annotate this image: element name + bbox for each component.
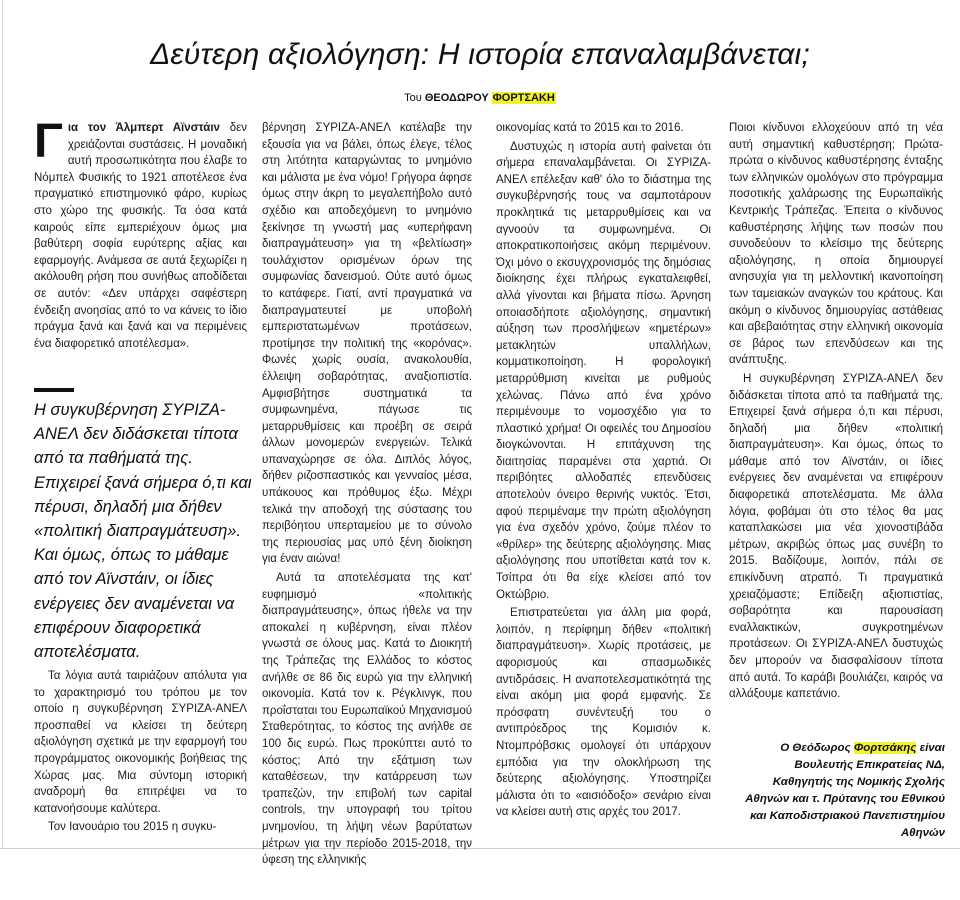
- paragraph: Τον Ιανουάριο του 2015 η συγκυ-: [48, 821, 217, 834]
- paragraph: Η συγκυβέρνηση ΣΥΡΙΖΑ-ΑΝΕΛ δεν διδάσκεται τίποτα από τα παθήματά της. Επιχειρεί ξανά σήμερα ό,τι και πέρυσι, δηλαδή μια δήθεν «πολιτική διαπραγμάτευση». Και όμως, όπως το μάθαμε από τον Αϊνστάιν, οι ίδιες ενέργειες δεν αναμένεται να επιφέρουν διαφορετικά αποτελέσματα. Με άλλα λόγια, φοβάμαι ότι στο τέλος θα μας καταπλακώσει μια νέα χιονοστιβάδα μέτρων, ακριβώς όπως μας συνέβη το 2015. Βαδίζουμε, λοιπόν, πάλι σε επικίνδυνη ατραπό. Τι πραγματικά χρειαζόμαστε; Επίδειξη αξιοπιστίας, σοβαρότητα και παρουσίαση εναλλακτικών, συγκροτημένων προτάσεων. Οι ΣΥΡΙΖΑ-ΑΝΕΛ δυστυχώς δεν μπορούν να διασφαλίσουν τίποτα από αυτά. Το καράβι βουλιάζει, καιρός να αλλάξουμε καπετάνιο.: [729, 372, 943, 701]
- drop-cap: Γ: [34, 115, 63, 168]
- bio-text: είναι Βουλευτής Επικρατείας ΝΔ, Καθηγητής της Νομικής Σχολής Αθηνών και τ. Πρύτανης του Εθνικού και Καποδιστριακού Πανεπιστημίου Αθηνών: [745, 742, 945, 839]
- article-title: Δεύτερη αξιολόγηση: Η ιστορία επαναλαμβάνεται;: [150, 38, 810, 71]
- pull-quote-rule: [34, 388, 74, 392]
- paragraph: Επιστρατεύεται για άλλη μια φορά, λοιπόν, η περίφημη δήθεν «πολιτική διαπραγμάτευση». Χωρίς προτάσεις, με αφορισμούς και σπασμωδικές αντιδράσεις. Η αναποτελεσματικότητά της είναι ακόμη μια φορά εμφανής. Σε πρόσφατη συνέντευξή του ο αντιπρόεδρος της Κομισιόν κ. Ντομπρόβσκις ομολογεί ότι υπάρχουν εμπόδια για την ολοκλήρωση της δεύτερης αξιολόγησης. Υποστηρίζει μάλιστα ότι το «αισιόδοξο» σενάριο είναι να κλείσει αυτή στις αρχές του 2017.: [496, 607, 711, 819]
- page-edge: [2, 0, 3, 848]
- paragraph: Αυτά τα αποτελέσματα της κατ' ευφημισμό «πολιτικής διαπραγμάτευσης», όπως ήθελε να την αποκαλεί η κυβέρνηση, είναι πλέον γνωστά σε όλους μας. Κατά το Διοικητή της Τράπεζας της Ελλάδος το κόστος ανήλθε σε 86 δις ευρώ για την ελληνική οικονομία. Κατά τον κ. Ρέγκλινγκ, που προΐσταται του Ευρωπαϊκού Μηχανισμού Σταθερότητας, το κόστος της ανήλθε σε 100 δις ευρώ. Πως προκύπτει αυτό το κόστος; Από την εξάτμιση των καταθέσεων, την κατάρρευση των τραπεζών, την επιβολή των capital controls, την υπογραφή του τρίτου μνημονίου, τη λήψη νέων βαρύτατων μέτρων για την περίοδο 2015-2018, την ύφεση της ελληνικής: [262, 572, 472, 867]
- column-3: [496, 120, 711, 823]
- column-1-bottom: [34, 668, 247, 838]
- pull-quote: Η συγκυβέρνηση ΣΥΡΙΖΑ-ΑΝΕΛ δεν διδάσκεται τίποτα από τα παθήματά της. Επιχειρεί ξανά σήμερα ό,τι και πέρυσι, δηλαδή μια δήθεν «πολιτική διαπραγμάτευση». Και όμως, όπως το μάθαμε από τον Αϊνστάιν, οι ίδιες ενέργειες δεν αναμένεται να επιφέρουν διαφορετικά αποτελέσματα.: [34, 401, 252, 662]
- column-2: [262, 120, 472, 871]
- paragraph: βέρνηση ΣΥΡΙΖΑ-ΑΝΕΛ κατέλαβε την εξουσία για να βάλει, όπως έλεγε, τέλος στη λιτότητα καταργώντας το μνημόνιο και μάλιστα με ένα νόμο! Γρήγορα άφησε όμως στην άκρη το μεγαλεπήβολο αυτό σχέδιο και αποδεχόμενη το μνημόνιο ξεκίνησε τη γνωστή μας «υπερήφανη διαπραγμάτευση» για τη «βελτίωση» τουλάχιστον ορισμένων όρων της συμφωνίας δανεισμού. Ούτε αυτό όμως το κατάφερε. Γιατί, αντί πραγματικά να διαπραγματευτεί με υποβολή εμπεριστατωμένων προτάσεων, προτίμησε την πολιτική της «κορόνας». Φωνές χωρίς ουσία, ανακολουθία, έλλειψη σοβαρότητας, αναξιοπιστία. Αμφισβήτησε συστηματικά τα συμφωνημένα, πάγωσε τις μεταρρυθμίσεις και προέβη σε σειρά άλλων μονομερών ενεργειών. Τελικά υπαναχώρησε σε όλα. Διπλός λόγος, δήθεν ριζοσπαστικός και γενναίος μέσα, υπάκουος και πρόθυμος έξω. Μέχρι τελικά την αποδοχή της σύστασης του περιβόητου υπερταμείου με το σύνολο της περιουσίας μας υπό ξένη διοίκηση για έναν αιώνα!: [262, 122, 472, 566]
- byline: [0, 92, 960, 104]
- column-1: [34, 115, 247, 354]
- byline-last-name: ΦΟΡΤΣΑΚΗ: [492, 92, 555, 104]
- column-4: [729, 120, 943, 705]
- lead-text: δεν χρειάζονται συστάσεις. Η μοναδική αυτή προσωπικότητα που έλαβε το Νόμπελ Φυσικής το 1921 αποτέλεσε ένα πραγματικό επιστημονικό φάρο, κυρίως στο χώρο της φυσικής. Τα όσα κατά καιρούς είπε εμπεριέχουν όμως μια βαθύτερη σοφία ευρύτερης αξίας και εφαρμογής. Ανάμεσα σε αυτά ξεχωρίζει η ακόλουθη ρήση που συνήθως αποδίδεται σε αυτόν: «Δεν υπάρχει σαφέστερη ένδειξη ανοησίας από το να κάνεις το ίδιο πράγμα ξανά και ξανά και να περιμένεις ένα διαφορετικό αποτέλεσμα».: [34, 122, 247, 350]
- paragraph: οικονομίας κατά το 2015 και το 2016.: [496, 122, 684, 134]
- bio-prefix: Ο Θεόδωρος: [780, 742, 854, 754]
- lead-paragraph: [34, 115, 247, 352]
- byline-prefix: Του: [404, 92, 422, 104]
- paragraph: Ποιοι κίνδυνοι ελλοχεύουν από τη νέα αυτή σημαντική καθυστέρηση; Πρώτα-πρώτα ο κίνδυνος καθυστέρησης ένταξης των ελληνικών ομολόγων στο πρόγραμμα ποσοτικής χαλάρωσης της Ευρωπαϊκής Κεντρικής Τράπεζας. Έπειτα ο κίνδυνος καθυστέρησης λήψης των ποσών που συνοδεύουν το κλείσιμο της δεύτερης αξιολόγησης, η οποία δημιουργεί ανησυχία για τη μελλοντική ικανοποίηση των ταμειακών αναγκών του κράτους. Και ακόμη ο κίνδυνος δημιουργίας αστάθειας και αβεβαιότητας στην ελληνική οικονομία σε βάρος των επενδύσεων και της ανάπτυξης.: [729, 122, 943, 367]
- paragraph: Δυστυχώς η ιστορία αυτή φαίνεται ότι σήμερα επαναλαμβάνεται. Οι ΣΥΡΙΖΑ-ΑΝΕΛ επέλεξαν καθ' όλο το διάστημα της συγκυβέρνησής τους να σαμποτάρουν προκλητικά τις μεταρρυθμίσεις και να αγνοούν τα συμφωνημένα. Οι αποκρατικοποιήσεις ακόμη περιμένουν. Όχι μόνο ο εκσυγχρονισμός της δημόσιας διοίκησης έχει πλήρως εγκαταλειφθεί, αλλά γίνονται και βήματα πίσω. Άρνηση οποιασδήποτε αξιολόγησης, σημαντική αύξηση των προσλήψεων «ημετέρων» μετακλητών υπαλλήλων, κομματικοποίηση. Η φορολογική μεταρρύθμιση κινείται με ρυθμούς χελώνας. Πάνω από ένα χρόνο περιμένουμε το νομοσχέδιο για το πλαστικό χρήμα! Οι οφειλές του Δημοσίου διογκώνονται. Η επιτάχυνση της διαιτησίας παραμένει στα χαρτιά. Οι περιβόητες αλλοδαπές επενδύσεις αποτελούν όνειρο θερινής νυκτός. Έτσι, αφού περιμέναμε την πρώτη αξιολόγηση για ένα σχεδόν χρόνο, ζούμε πλέον το «θρίλερ» της δεύτερης αξιολόγησης. Μιας αξιολόγησης που υποτίθεται κατά τον κ. Τσίπρα ότι θα είχε κλείσει από τον Οκτώβριο.: [496, 140, 711, 601]
- author-bio: [735, 740, 945, 842]
- lead-bold-name: ια τον Άλμπερτ Αϊνστάιν: [67, 122, 220, 134]
- paragraph: Τα λόγια αυτά ταιριάζουν απόλυτα για το χαρακτηρισμό του τρόπου με τον οποίο η συγκυβέρνηση ΣΥΡΙΖΑ-ΑΝΕΛ προσπαθεί να κλείσει τη δεύτερη αξιολόγηση σχετικά με την εφαρμογή του προγράμματος οικονομικής βοήθειας της Χώρας μας. Μια σύντομη ιστορική αναδρομή θα επιτρέψει να το κατανοήσουμε καλύτερα.: [34, 670, 247, 815]
- byline-first-name: ΘΕΟΔΩΡΟΥ: [424, 92, 489, 104]
- bio-name-highlight: Φορτσάκης: [853, 742, 917, 754]
